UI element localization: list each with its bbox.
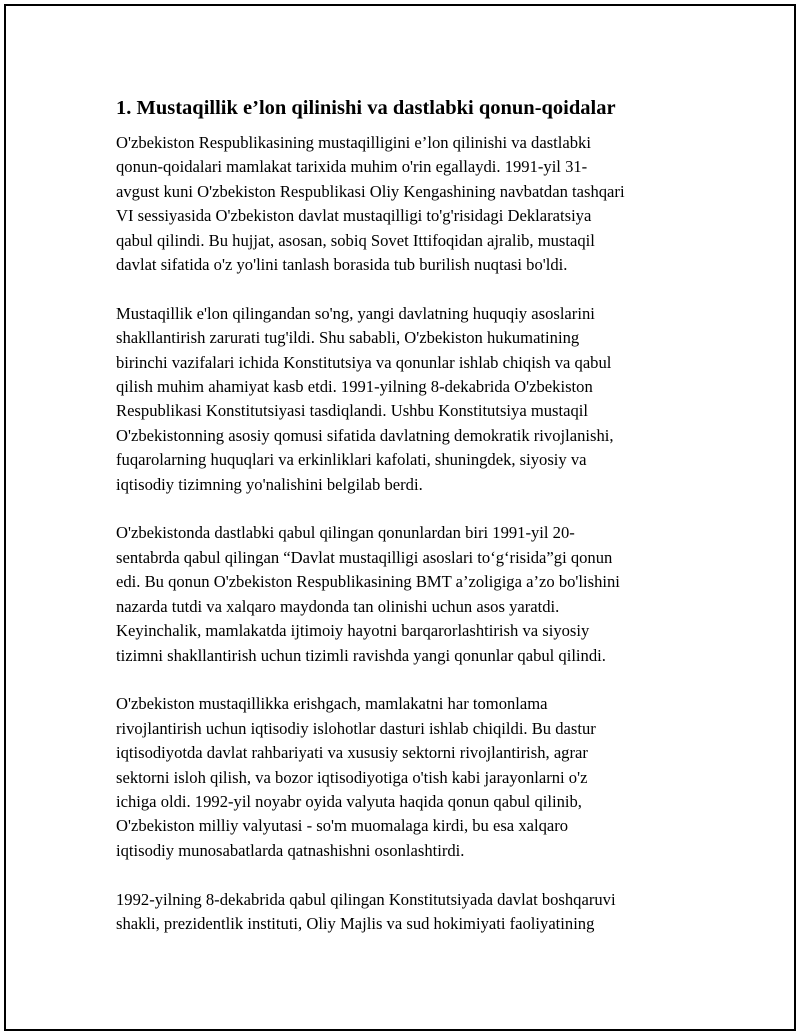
text-line: shakllantirish zarurati tug'ildi. Shu sababli, O'zbekiston hukumatining — [116, 328, 580, 348]
paragraph-2 — [116, 302, 702, 497]
text-line: fuqarolarning huquqlari va erkinliklari kafolati, shuningdek, siyosiy va — [116, 450, 587, 470]
text-line: 1992-yilning 8-dekabrida qabul qilingan Konstitutsiyada davlat boshqaruvi — [116, 889, 616, 909]
text-line: rivojlantirish uchun iqtisodiy islohotlar dasturi ishlab chiqildi. Bu dastur — [116, 718, 596, 738]
text-line: davlat sifatida o'z yo'lini tanlash borasida tub burilish nuqtasi bo'ldi. — [116, 255, 568, 275]
text-line: edi. Bu qonun O'zbekiston Respublikasining BMT a’zoligiga a’zo bo'lishini — [116, 572, 620, 592]
text-line: VI sessiyasida O'zbekiston davlat mustaqilligi to'g'risidagi Deklaratsiya — [116, 206, 592, 226]
text-line: tizimni shakllantirish uchun tizimli ravishda yangi qonunlar qabul qilindi. — [116, 645, 606, 665]
text-line: Mustaqillik e'lon qilingandan so'ng, yangi davlatning huquqiy asoslarini — [116, 303, 595, 323]
text-line: O'zbekiston mustaqillikka erishgach, mamlakatni har tomonlama — [116, 694, 548, 714]
text-line: sentabrda qabul qilingan “Davlat mustaqilligi asoslari to‘g‘risida”gi qonun — [116, 547, 613, 567]
text-line: qilish muhim ahamiyat kasb etdi. 1991-yilning 8-dekabrida O'zbekiston — [116, 377, 593, 397]
text-line: nazarda tutdi va xalqaro maydonda tan olinishi uchun asos yaratdi. — [116, 596, 560, 616]
document-body — [116, 95, 702, 961]
text-line: iqtisodiy tizimning yo'nalishini belgilab berdi. — [116, 474, 423, 494]
text-line: iqtisodiyotda davlat rahbariyati va xususiy sektorni rivojlantirish, agrar — [116, 743, 588, 763]
paragraph-4 — [116, 692, 702, 863]
text-line: O'zbekiston Respublikasining mustaqilligini e’lon qilinishi va dastlabki — [116, 133, 591, 152]
text-line: ichiga oldi. 1992-yil noyabr oyida valyuta haqida qonun qabul qilinib, — [116, 791, 582, 811]
text-line: O'zbekistonda dastlabki qabul qilingan qonunlardan biri 1991-yil 20- — [116, 523, 575, 543]
text-line: iqtisodiy munosabatlarda qatnashishni osonlashtirdi. — [116, 840, 465, 860]
paragraph-3 — [116, 521, 702, 667]
text-line: O'zbekistonning asosiy qomusi sifatida davlatning demokratik rivojlanishi, — [116, 425, 614, 445]
text-line: avgust kuni O'zbekiston Respublikasi Oliy Kengashining navbatdan tashqari — [116, 181, 625, 201]
paragraph-5 — [116, 888, 702, 937]
text-line: O'zbekiston milliy valyutasi - so'm muomalaga kirdi, bu esa xalqaro — [116, 816, 569, 836]
section-heading: 1. Mustaqillik e’lon qilinishi va dastlabki qonun-qoidalar — [116, 97, 616, 119]
text-line: Respublikasi Konstitutsiyasi tasdiqlandi. Ushbu Konstitutsiya mustaqil — [116, 401, 588, 421]
text-line: birinchi vazifalari ichida Konstitutsiya va qonunlar ishlab chiqish va qabul — [116, 352, 612, 372]
text-line: Keyinchalik, mamlakatda ijtimoiy hayotni barqarorlashtirish va siyosiy — [116, 621, 590, 641]
text-line: qonun-qoidalari mamlakat tarixida muhim o'rin egallaydi. 1991-yil 31- — [116, 157, 588, 177]
text-line: qabul qilindi. Bu hujjat, asosan, sobiq Sovet Ittifoqidan ajralib, mustaqil — [116, 230, 595, 250]
text-line: shakli, prezidentlik instituti, Oliy Majlis va sud hokimiyati faoliyatining — [116, 913, 595, 933]
text-line: sektorni isloh qilish, va bozor iqtisodiyotiga o'tish kabi jarayonlarni o'z — [116, 767, 588, 787]
paragraph-1 — [116, 131, 702, 277]
